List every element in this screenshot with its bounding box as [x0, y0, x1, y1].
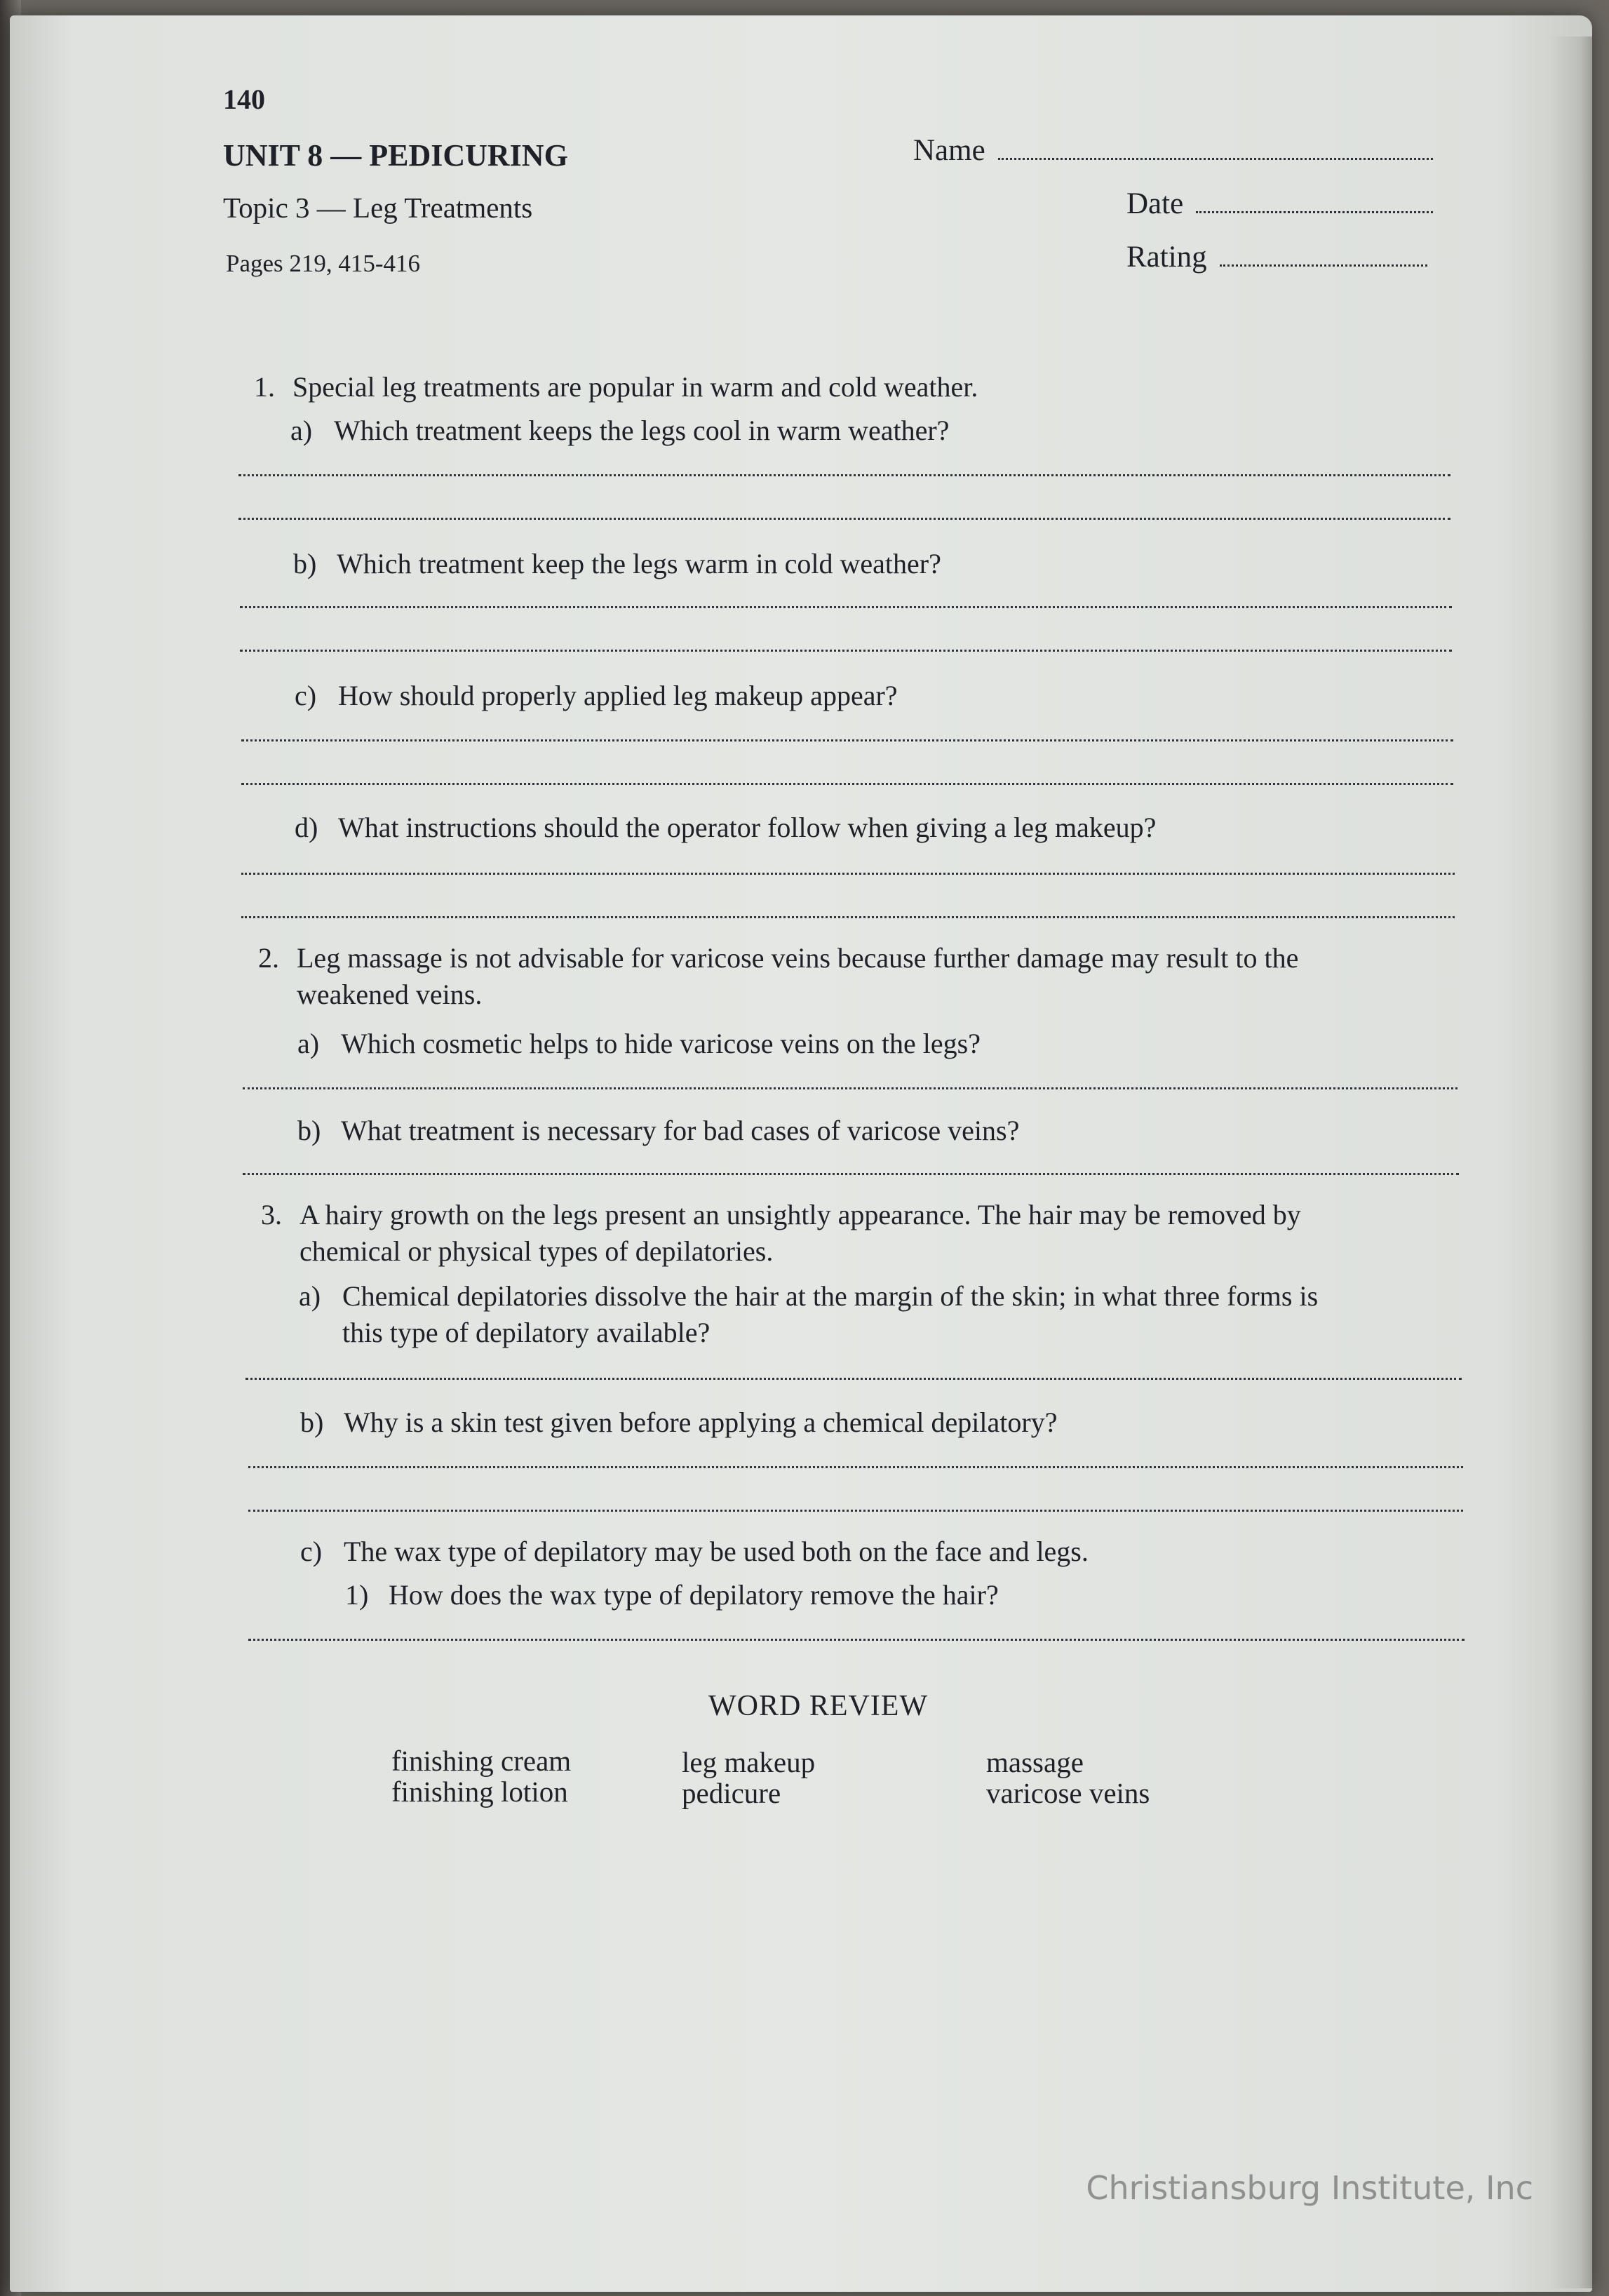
sub-label: a) — [299, 1280, 321, 1312]
date-field[interactable] — [1126, 187, 1433, 221]
answer-line[interactable] — [241, 783, 1453, 785]
question-text-line2: weakened veins. — [297, 979, 483, 1010]
question-2a — [297, 1026, 981, 1062]
answer-line[interactable] — [241, 739, 1453, 741]
question-number: 3. — [261, 1199, 282, 1230]
answer-line[interactable] — [243, 1173, 1459, 1175]
date-label: Date — [1126, 187, 1184, 220]
date-line[interactable] — [1196, 189, 1433, 213]
sub-label: 1) — [345, 1579, 369, 1611]
sub-text: Which treatment keeps the legs cool in warm weather? — [334, 415, 950, 446]
word-review-item: finishing cream — [391, 1745, 572, 1777]
answer-line[interactable] — [241, 916, 1455, 918]
question-3 — [261, 1197, 1301, 1270]
worksheet-page — [10, 15, 1592, 2292]
sub-text: How does the wax type of depilatory remove the hair? — [389, 1579, 999, 1611]
question-2b — [297, 1113, 1019, 1149]
word-review-item: massage — [986, 1746, 1084, 1778]
question-1a — [290, 412, 949, 449]
sub-label: c) — [295, 680, 317, 711]
question-1d — [295, 810, 1156, 846]
question-number: 1. — [254, 371, 275, 403]
question-1b — [293, 546, 941, 582]
sub-label: b) — [300, 1407, 324, 1438]
sub-label: c) — [300, 1536, 323, 1567]
sub-label: a) — [290, 415, 313, 446]
answer-line[interactable] — [248, 1639, 1465, 1641]
answer-line[interactable] — [238, 474, 1450, 476]
page-number: 140 — [223, 83, 265, 115]
question-text: Special leg treatments are popular in warm and cold weather. — [292, 371, 978, 403]
word-review-item: varicose veins — [986, 1777, 1150, 1809]
watermark: Christiansburg Institute, Inc — [1086, 2169, 1533, 2207]
question-2 — [258, 940, 1298, 1013]
sub-text: What treatment is necessary for bad cases of varicose veins? — [341, 1115, 1020, 1146]
question-number: 2. — [258, 942, 279, 974]
sub-text: Which cosmetic helps to hide varicose veins on the legs? — [341, 1028, 981, 1059]
sub-text: How should properly applied leg makeup appear? — [338, 680, 898, 711]
page-curl-shadow — [1550, 36, 1592, 2288]
question-3c — [300, 1533, 1089, 1570]
sub-text: Why is a skin test given before applying a chemical depilatory? — [344, 1407, 1058, 1438]
word-review-item: finishing lotion — [391, 1775, 568, 1808]
page-references: Pages 219, 415-416 — [226, 250, 421, 277]
sub-label: d) — [295, 812, 318, 843]
answer-line[interactable] — [245, 1378, 1462, 1380]
sub-label: a) — [297, 1028, 320, 1059]
sub-text-line2: this type of depilatory available? — [342, 1317, 711, 1348]
sub-text: The wax type of depilatory may be used both on the face and legs. — [344, 1536, 1089, 1567]
topic-title: Topic 3 — Leg Treatments — [223, 192, 533, 224]
answer-line[interactable] — [248, 1466, 1463, 1468]
rating-field[interactable] — [1126, 240, 1427, 274]
name-label: Name — [913, 134, 985, 167]
name-field[interactable] — [913, 133, 1433, 168]
question-1 — [254, 369, 978, 405]
question-1c — [295, 678, 898, 714]
word-review-item: pedicure — [682, 1777, 781, 1809]
unit-title: UNIT 8 — PEDICURING — [223, 138, 568, 173]
answer-line[interactable] — [241, 873, 1455, 875]
question-3a — [299, 1278, 1318, 1351]
word-review-item: leg makeup — [682, 1746, 816, 1778]
sub-text-line1: Chemical depilatories dissolve the hair at the margin of the skin; in what three forms is — [342, 1280, 1319, 1312]
answer-line[interactable] — [243, 1087, 1457, 1089]
rating-line[interactable] — [1220, 242, 1427, 267]
question-text-line1: A hairy growth on the legs present an unsightly appearance. The hair may be removed by — [299, 1199, 1301, 1230]
question-3b — [300, 1404, 1057, 1441]
answer-line[interactable] — [240, 650, 1452, 652]
sub-text: What instructions should the operator follow when giving a leg makeup? — [338, 812, 1157, 843]
name-line[interactable] — [998, 135, 1433, 160]
sub-label: b) — [293, 548, 317, 579]
answer-line[interactable] — [238, 518, 1450, 520]
rating-label: Rating — [1126, 241, 1207, 274]
sub-text: Which treatment keep the legs warm in cold weather? — [337, 548, 941, 579]
answer-line[interactable] — [240, 606, 1452, 608]
sub-label: b) — [297, 1115, 321, 1146]
answer-line[interactable] — [248, 1510, 1463, 1512]
question-text-line1: Leg massage is not advisable for varicose veins because further damage may result to the — [297, 942, 1299, 974]
word-review-title: WORD REVIEW — [708, 1690, 929, 1722]
question-text-line2: chemical or physical types of depilatories. — [299, 1235, 774, 1267]
question-3c-1 — [345, 1577, 999, 1613]
